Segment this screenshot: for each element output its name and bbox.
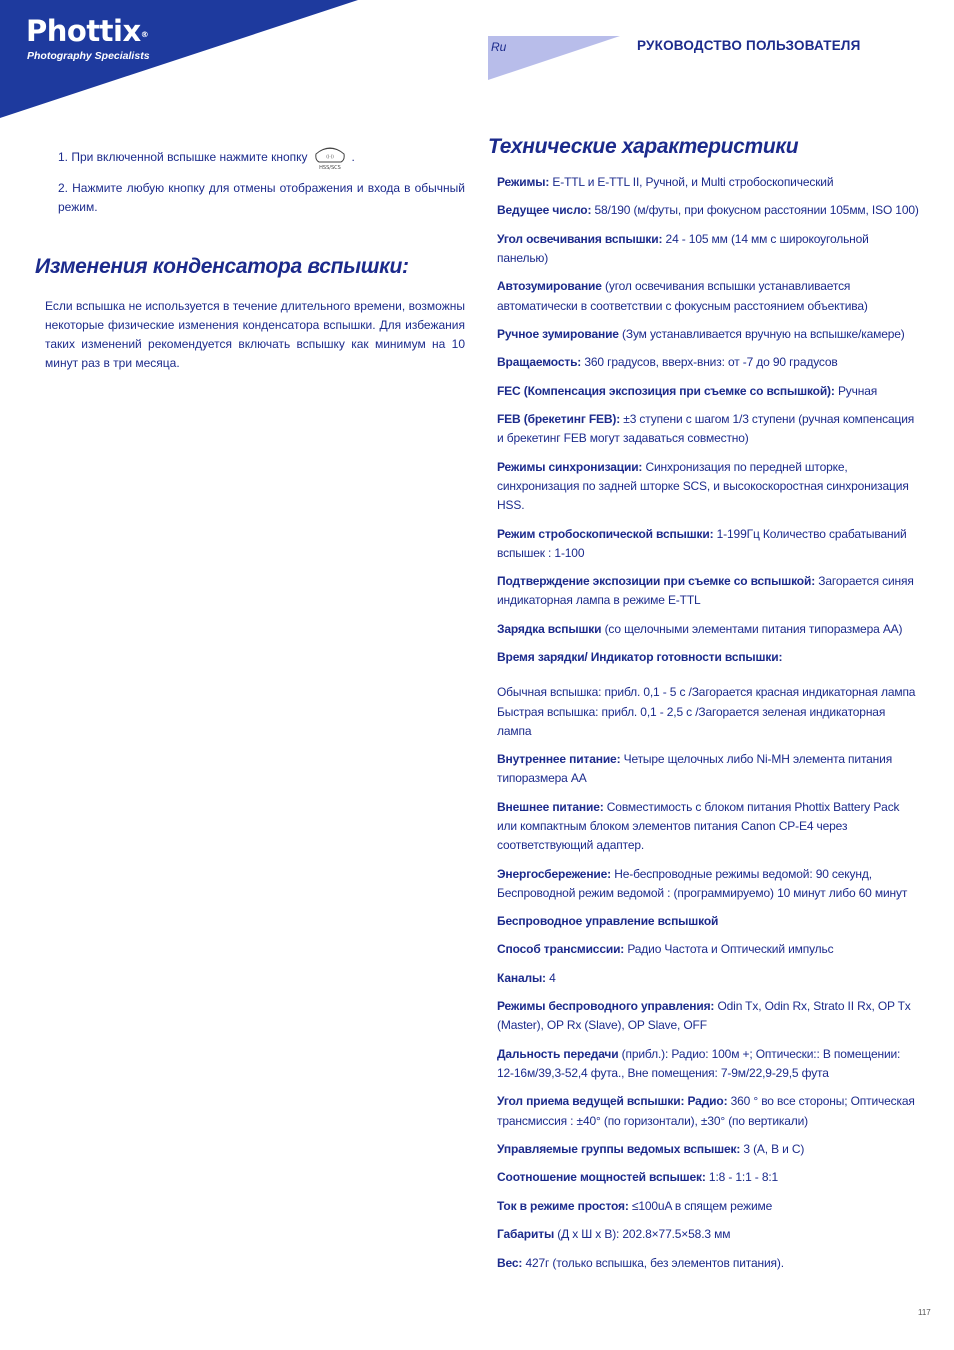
- spec-item: [497, 353, 920, 372]
- spec-label: Способ трансмиссии:: [497, 942, 625, 957]
- spec-value: Odin Tx, Odin Rx, Strato II Rx, OP Tx (Master), OP Rx (Slave), OP Slave, OFF: [497, 999, 911, 1033]
- spec-value: Обычная вспышка: прибл. 0,1 - 5 с /Загорается красная индикаторная лампа: [497, 685, 916, 700]
- spec-item: [497, 1092, 920, 1130]
- spec-item: [497, 997, 920, 1035]
- spec-value: Синхронизация по передней шторке, синхронизация по задней шторке SCS, и высокоскоростная синхронизация HSS.: [497, 459, 909, 513]
- spec-value: 427г (только вспышка, без элементов питания).: [522, 1255, 784, 1270]
- spec-label: Подтверждение экспозиции при съемке со вспышкой:: [497, 574, 816, 589]
- spec-value: (угол освечивания вспышки устанавливается автоматически в соответствии с фокусным расстоянием объектива): [497, 279, 868, 313]
- spec-label: Режимы беспроводного управления:: [497, 999, 715, 1014]
- spec-value: 4: [545, 970, 556, 985]
- spec-item: [497, 750, 920, 788]
- spec-item: [497, 798, 920, 856]
- spec-label: Зарядка вспышки: [497, 621, 602, 636]
- spec-label: Внутреннее питание:: [497, 752, 621, 767]
- spec-label: FEB (брекетинг FEB):: [497, 412, 621, 427]
- button-label: HSS/SCS: [318, 165, 341, 171]
- section-heading-capacitor: Изменения конденсатора вспышки:: [35, 255, 409, 278]
- spec-item: [497, 410, 920, 448]
- spec-item: [497, 277, 920, 315]
- spec-value: 360 ° во все стороны; Оптическая трансмиссия : ±40° (по горизонтали), ±30° (по вертикали): [497, 1094, 915, 1128]
- spec-label: Режимы:: [497, 175, 550, 189]
- spec-value: Совместимость с блоком питания Phottix Battery Pack или компактным блоком элементов питания Canon CP-E4 через соответствующий адаптер.: [497, 799, 900, 853]
- section-heading-specs: Технические характеристики: [488, 135, 799, 158]
- spec-label: FEC (Компенсация экспозиция при съемке со вспышкой):: [497, 383, 835, 398]
- spec-value: Быстрая вспышка: прибл. 0,1 - 2,5 с /Загорается зеленая индикаторная лампа: [497, 704, 886, 738]
- spec-item: [497, 683, 920, 702]
- spec-item: [497, 382, 920, 401]
- spec-item: [497, 1197, 920, 1216]
- spec-label: Угол освечивания вспышки:: [497, 231, 663, 246]
- spec-label: Соотношение мощностей вспышек:: [497, 1170, 706, 1185]
- spec-value: Ручная: [834, 383, 878, 398]
- spec-item: [497, 1254, 920, 1273]
- spec-label: Внешнее питание:: [497, 799, 604, 814]
- spec-item: [497, 1225, 920, 1244]
- spec-value: Загорается синяя индикаторная лампа в режиме E-TTL: [497, 574, 914, 608]
- spec-label: Режимы синхронизации:: [497, 459, 643, 474]
- spec-value: 1:8 - 1:1 - 8:1: [705, 1170, 779, 1185]
- spec-item: [497, 865, 920, 903]
- spec-item: [497, 1140, 920, 1159]
- spec-item: [497, 325, 920, 344]
- spec-value: ±3 ступени с шагом 1/3 ступени (ручная компенсация и брекетинг FEB могут задаваться совместно): [497, 412, 915, 446]
- spec-item: [497, 703, 920, 741]
- step-1-text: 1. При включенной вспышке нажмите кнопку: [58, 150, 308, 165]
- registered-mark: ®: [140, 30, 149, 39]
- spec-label: Вращаемость:: [497, 355, 582, 370]
- spec-value: 360 градусов, вверх-вниз: от -7 до 90 градусов: [581, 355, 838, 370]
- spec-label: Режим стробоскопической вспышки:: [497, 526, 714, 541]
- spec-value: 24 - 105 мм (14 мм с широкоугольной панелью): [497, 231, 869, 265]
- spec-value: E-TTL и E-TTL II, Ручной, и Multi стробоскопический: [549, 175, 834, 189]
- phottix-logo: [26, 14, 148, 48]
- spec-value: Радио Частота и Оптический импульс: [624, 942, 834, 957]
- spec-item: [497, 525, 920, 563]
- spec-item: [497, 572, 920, 610]
- spec-value: 1-199Гц Количество срабатываний вспышек : 1-100: [497, 526, 907, 560]
- spec-label: Ручное зумирование: [497, 326, 619, 341]
- spec-item: [497, 1045, 920, 1083]
- spec-value: (Зум устанавливается вручную на вспышке/камере): [618, 326, 905, 341]
- manual-title: РУКОВОДСТВО ПОЛЬЗОВАТЕЛЯ: [637, 38, 861, 53]
- step-1-tail: .: [351, 150, 355, 165]
- logo-text: Phottix: [26, 14, 141, 48]
- spec-label: Вес:: [497, 1255, 523, 1270]
- step-2: 2. Нажмите любую кнопку для отмены отображения и входа в обычный режим.: [58, 181, 465, 214]
- spec-list: [488, 173, 920, 1273]
- language-code: Ru: [491, 40, 507, 54]
- spec-value: (прибл.): Радио: 100м +; Оптически:: В помещении: 12-16м/39,3-52,4 фута., Вне помещения: 7-9м/22,9-29,5 фута: [497, 1046, 901, 1081]
- spec-label: Дальность передачи: [497, 1046, 619, 1061]
- spec-value: 58/190 (м/футы, при фокусном расстоянии 105мм, ISO 100): [591, 203, 919, 218]
- spec-label: Время зарядки/ Индикатор готовности вспышки:: [497, 650, 783, 665]
- spec-item: [497, 458, 920, 516]
- spec-item: [497, 912, 920, 931]
- spec-value: 3 (A, B и C): [740, 1142, 805, 1157]
- spec-label: Энергосбережение:: [497, 866, 612, 881]
- svg-text:((·)): ((·)): [325, 154, 334, 159]
- spec-label: Беспроводное управление вспышкой: [497, 914, 719, 929]
- right-column: [488, 133, 920, 1282]
- step-1: [45, 145, 465, 171]
- spec-label: Ток в режиме простоя:: [497, 1198, 629, 1213]
- page-number: 117: [918, 1308, 931, 1317]
- left-column: [35, 145, 465, 385]
- spec-label: Управляемые группы ведомых вспышек:: [497, 1142, 741, 1157]
- spec-item: [497, 648, 920, 667]
- spec-label: Автозумирование: [497, 279, 602, 294]
- spec-label: Каналы:: [497, 970, 546, 985]
- spec-item: [497, 201, 920, 220]
- spec-item: [497, 969, 920, 988]
- spec-value: Четыре щелочных либо Ni-MH элемента питания типоразмера AA: [497, 752, 893, 786]
- spec-item: [497, 230, 920, 268]
- logo-tagline: Photography Specialists: [27, 50, 150, 62]
- spec-item: [497, 620, 920, 639]
- language-tab: [488, 36, 620, 80]
- spec-value: (Д х Ш х В): 202.8×77.5×58.3 мм: [554, 1227, 731, 1242]
- hss-scs-button-icon: [312, 145, 348, 171]
- spec-item: [497, 173, 920, 192]
- spec-value: (со щелочными элементами питания типоразмера AA): [601, 621, 903, 636]
- spec-label: Ведущее число:: [497, 203, 592, 218]
- spec-value: Не-беспроводные режимы ведомой: 90 секунд, Беспроводной режим ведомой : (программируемо) 10 минут либо 60 минут: [497, 866, 908, 900]
- spec-label: Габариты: [497, 1227, 555, 1242]
- capacitor-paragraph: Если вспышка не используется в течение длительного времени, возможны некоторые физические изменения конденсатора вспышки. Для избежания таких изменений рекомендуется включать вспышку как минимум на 10 минут раз в три месяца.: [45, 299, 465, 370]
- spec-label: Угол приема ведущей вспышки: Радио:: [497, 1094, 728, 1109]
- spec-item: [497, 1168, 920, 1187]
- spec-item: [497, 940, 920, 959]
- spec-value: ≤100uA в спящем режиме: [628, 1198, 773, 1213]
